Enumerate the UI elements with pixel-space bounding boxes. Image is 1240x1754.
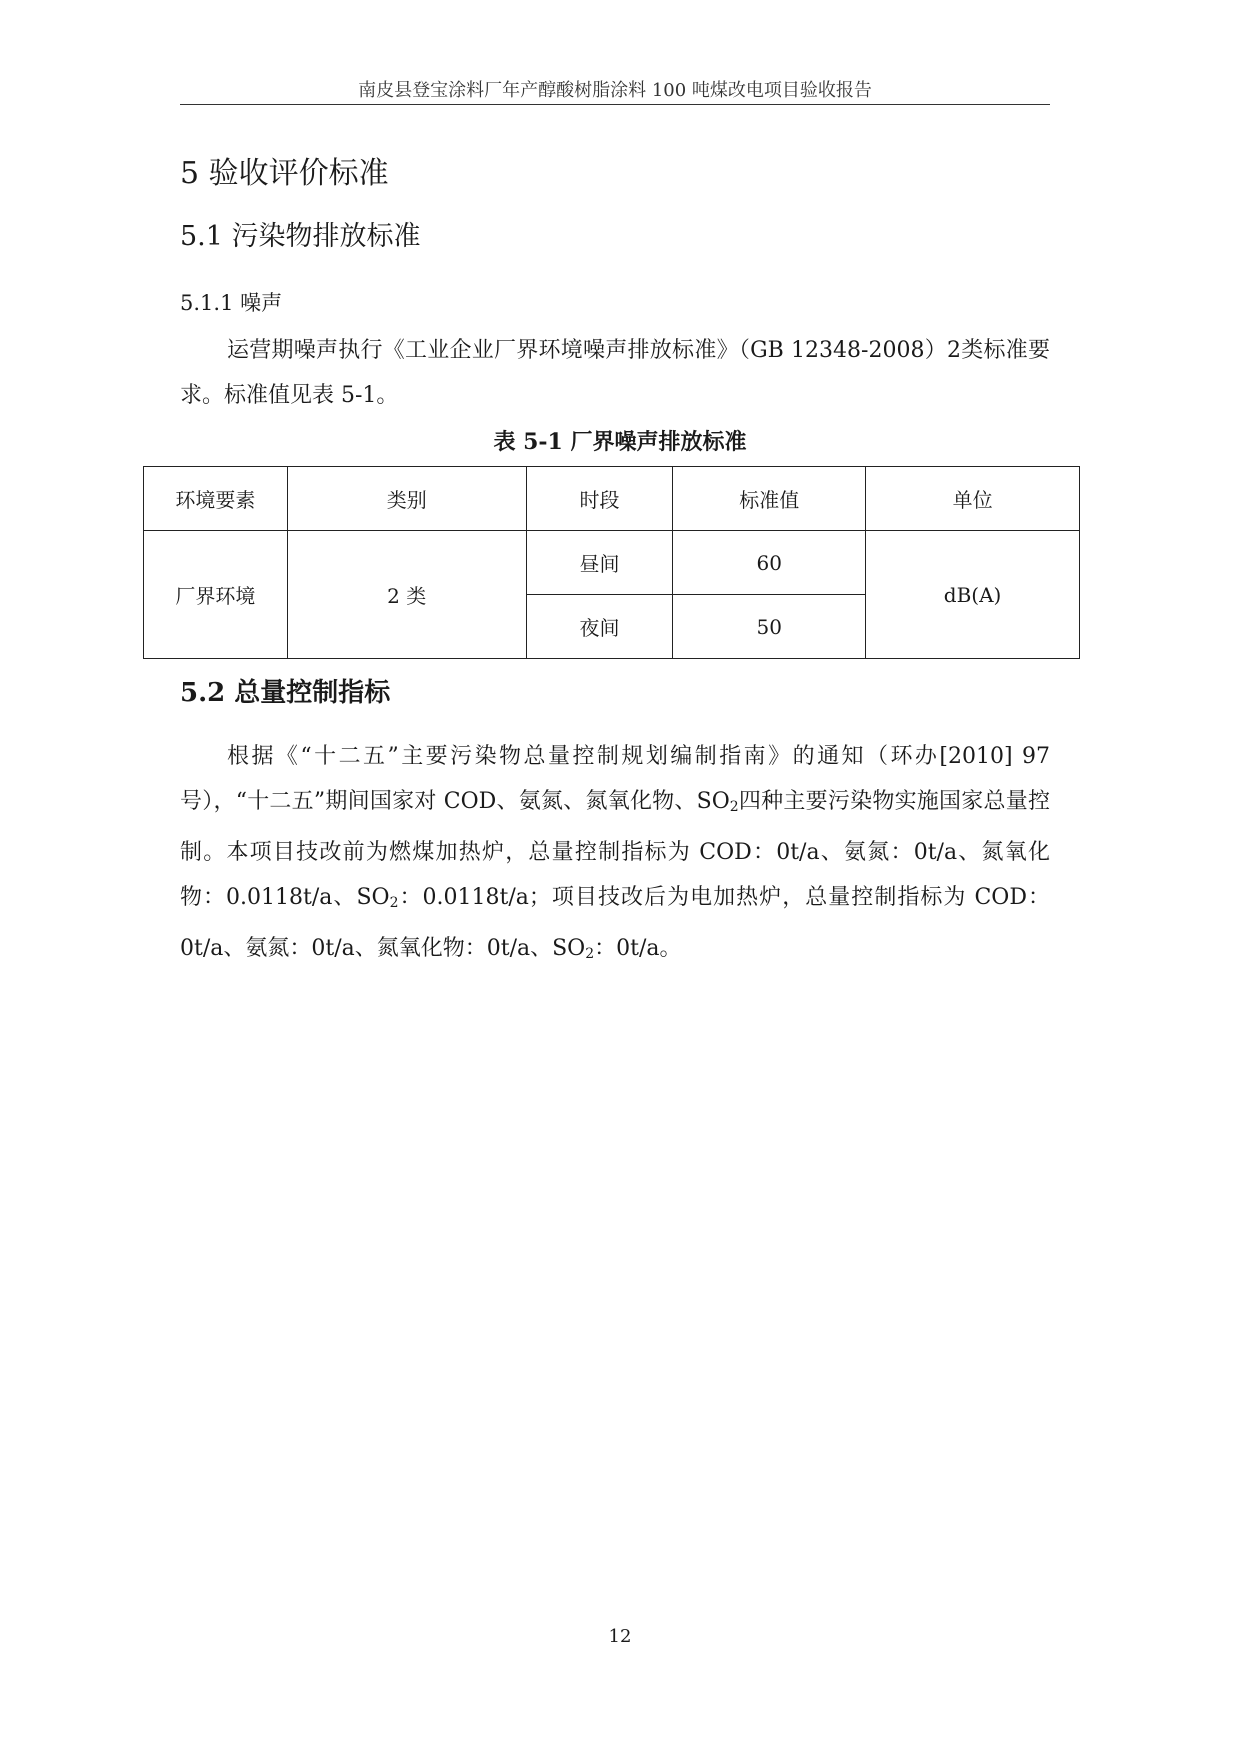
- section-5-2-heading: 5.2 总量控制指标: [180, 678, 391, 708]
- table-header-cell: 单位: [866, 467, 1080, 531]
- period-cell: 昼间: [526, 531, 673, 595]
- subscript: 2: [729, 799, 739, 815]
- element-cell: 厂界环境: [144, 531, 288, 659]
- noise-standard-paragraph: 运营期噪声执行《工业企业厂界环境噪声排放标准》（GB 12348-2008）2类标准要求。标准值见表 5-1。: [180, 338, 1050, 408]
- subscript: 2: [585, 946, 595, 962]
- table-caption: 表 5-1 厂界噪声排放标准: [493, 429, 747, 455]
- paragraph-text: ：0.0118t/a；项目技改后为电加热炉，总量控制指标为 COD：0t/a、氨氮：0t/a、氮氧化物：0t/a、SO: [180, 885, 1050, 961]
- noise-standard-table: [143, 466, 1080, 659]
- section-5-1-heading: 5.1 污染物排放标准: [180, 221, 421, 252]
- section-5-1-1-heading: 5.1.1 噪声: [180, 291, 283, 315]
- running-header: 南皮县登宝涂料厂年产醇酸树脂涂料 100 吨煤改电项目验收报告: [358, 80, 872, 101]
- unit-cell: dB(A): [866, 531, 1080, 659]
- section-5-heading: 5 验收评价标准: [180, 156, 389, 191]
- paragraph-text: 根据《“十二五”主要污染物总量控制规划编制指南》的通知（环办[2010] 97号），“十二五”期间国家对 COD、氨氮、氮氧化物、SO: [180, 744, 1050, 814]
- period-cell: 夜间: [526, 595, 673, 659]
- page-number: 12: [608, 1626, 632, 1647]
- value-cell: 60: [673, 531, 866, 595]
- subscript: 2: [389, 895, 399, 911]
- table-header-cell: 标准值: [673, 467, 866, 531]
- table-header-row: [144, 467, 1080, 531]
- header-divider: [180, 104, 1050, 105]
- category-cell: 2 类: [287, 531, 526, 659]
- table-row: [144, 531, 1080, 595]
- paragraph-text: 四种主要污染物实施国家总量控制。本项目技改前为燃煤加热炉，总量控制指标为 COD：0t/a、氨氮：0t/a、氮氧化物：0.0118t/a、SO: [180, 789, 1050, 910]
- table-header-cell: 环境要素: [144, 467, 288, 531]
- paragraph-text: ：0t/a。: [594, 936, 682, 961]
- table-header-cell: 类别: [287, 467, 526, 531]
- total-control-paragraph: [180, 734, 1050, 977]
- table-header-cell: 时段: [526, 467, 673, 531]
- value-cell: 50: [673, 595, 866, 659]
